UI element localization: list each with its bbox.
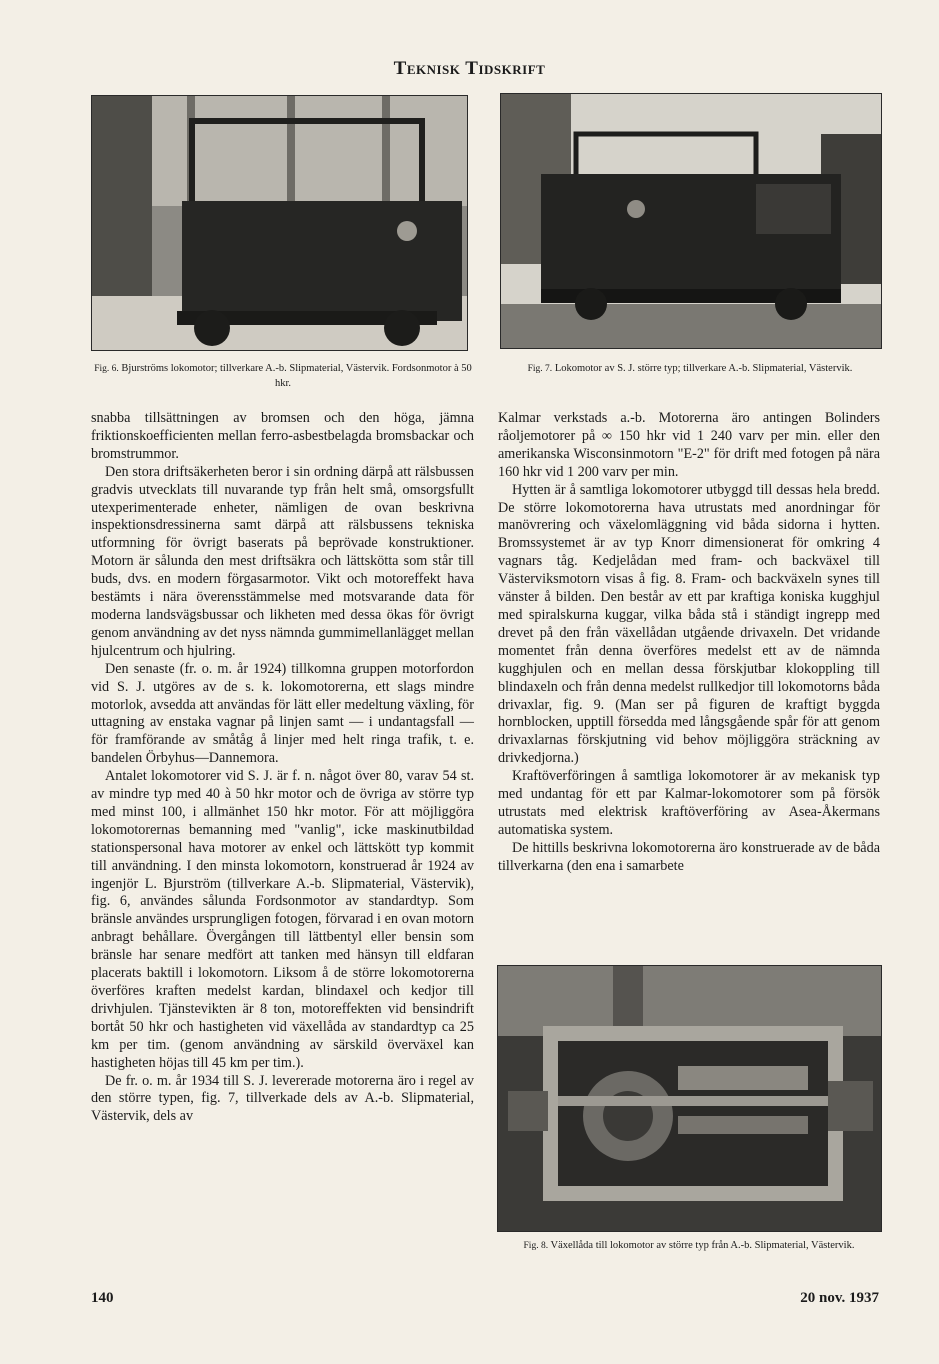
right-paragraph: Hytten är å samtliga lokomotorer utbyggd till dessas hela bredd. De större lokomotorerna hava utrustats med anordningar för manövrering och växelomläggning vid båda sidorna i hytten. Bromssystemet är av typ Knorr dimensionerat för omkring 4 vagnars tåg. Kedjelådan med fram- och backväxel till Västerviksmotorn visas å fig. 8. Fram- och backväxeln synes till vänster å bilden. Den består av ett par kraftiga koniska kugghjul med spiralskurna kuggar, vilka båda stå i ständigt ingrepp med drevet på den från växellådan utgående drivaxeln. Det vridande momentet från denna överföres medelst ett av de nämnda kugghjulen och en mellan dessa förskjutbar klokoppling till blindaxeln och från denna medelst rullkedjor till lokomotorns båda drivaxlar, fig. 9. (Man ser på figuren de kraftigt byggda hornblocken, upptill försedda med långsgående spår för att genom drivaxlarnas förskjutning vid behov möjliggöra sträckning av drivkedjorna.) (498, 481, 880, 767)
left-paragraph: Antalet lokomotorer vid S. J. är f. n. något över 80, varav 54 st. av mindre typ med 40 à 50 hkr motor och de övriga av större typ med minst 100, i allmänhet 150 hkr motor. För att möjliggöra lokomotorernas bemanning med "vanlig", icke maskinutbildad stationspersonal hava motorer av enkel och lättskött typ kommit till användning. I den minsta lokomotorn, konstruerad år 1924 av ingenjör L. Bjurström (tillverkare A.-b. Slipmaterial, Västervik), fig. 6, användes sålunda Fordsonmotor av standardtyp. Som bränsle användes ursprungligen fotogen, förvarad i en ovan motorn anbragt behållare. Övergången till lättbentyl eller bensin som bränsle har senare medfört att tanken med hänsyn till eldfaran placerats baktill i lokomotorn. Liksom å de större lokomotorerna överföres kraften medelst kardan, blindaxel och kedjor till drivhjulen. Tjänstevikten är 8 ton, motoreffekten vid bensindrift bortåt 50 hkr och hastigheten vid växellåda av standardtyp ca 25 km per tim. (genom användning av särskild överväxel kan hastigheten höjas till 45 km per tim.). (91, 768, 474, 1071)
left-paragraph: De fr. o. m. år 1934 till S. J. levererade motorerna äro i regel av den större typen, fig. 7, tillverkade dels av A.-b. Slipmaterial, Västervik, dels av (91, 1072, 474, 1125)
figure-7-caption-text: Lokomotor av S. J. större typ; tillverkare A.-b. Slipmaterial, Västervik. (554, 363, 853, 374)
issue-date: 20 nov. 1937 (800, 1290, 879, 1306)
figure-6-label: Fig. 6. (94, 364, 119, 374)
figure-8-caption (497, 1239, 881, 1254)
figure-8-label: Fig. 8. (523, 1241, 549, 1251)
right-paragraph: De hittills beskrivna lokomotorerna äro konstruerade av de båda tillverkarna (den ena i samarbete (498, 839, 880, 874)
left-paragraph: snabba tillsättningen av bromsen och den höga, jämna friktionskoefficienten mellan ferro-asbestbelagda bromsbackar och bromstrummor. (91, 410, 474, 462)
figure-7-photo (500, 93, 882, 349)
figure-8-caption-text: Växellåda till lokomotor av större typ från A.-b. Slipmaterial, Västervik. (550, 1240, 855, 1251)
right-paragraph: Kraftöverföringen å samtliga lokomotorer är av mekanisk typ med undantag för ett par Kalmar-lokomotorer som på försök utrustats med elektrisk kraftöverföring av Asea-Åkermans automatiska system. (498, 768, 880, 838)
figure-6-photo (91, 95, 468, 351)
figure-6-caption-text: Bjurströms lokomotor; tillverkare A.-b. Slipmaterial, Västervik. Fordsonmotor à 50 hkr. (121, 363, 472, 389)
left-paragraph: Den stora driftsäkerheten beror i sin ordning därpå att rälsbussen gradvis utvecklats till nuvarande typ från helt små, omsorgsfullt utexperimenterade enheter, nämligen de ovan beskrivna inspektionsdressinerna samt därpå att rälsbussens tekniska utformning för övrigt baserats på beprövade konstruktioner. Motorn är sålunda den mest driftsäkra och lättskötta som står till buds, dvs. en modern förgasarmotor. Vikt och motoreffekt hava bestämts i nära överensstämmelse med motsvarande data för moderna landsvägsbussar och likheten med dessa ökas för övrigt genom användning av det nyss nämnda gummimellanlägget mellan hjulcentrum och hjulring. (91, 463, 474, 659)
right-paragraph: Kalmar verkstads a.-b. Motorerna äro antingen Bolinders råoljemotorer på ∞ 150 hkr vid 1 240 varv per min. eller den amerikanska Wisconsinmotorn "E-2" för drift med fotogen på nära 160 hkr vid 1 200 varv per min. (498, 410, 880, 480)
figure-8-photo (497, 965, 882, 1232)
figure-7-caption (498, 362, 882, 377)
right-text-column (498, 410, 880, 876)
journal-title: Teknisk Tidskrift (393, 58, 546, 79)
figure-7-label: Fig. 7. (527, 364, 553, 374)
left-text-column (91, 410, 474, 1126)
page-number: 140 (91, 1290, 114, 1306)
left-paragraph: Den senaste (fr. o. m. år 1924) tillkomna gruppen motorfordon vid S. J. utgöres av de s. k. lokomotorerna, ett slags mindre motorlok, avsedda att användas för lätt eller medeltung växling, för uttagning av enstaka vagnar på linjen samt — i undantagsfall — för framförande av småtåg å linjer med helt ringa trafik, t. e. bandelen Örbyhus—Dannemora. (91, 660, 474, 767)
figure-6-caption (91, 362, 475, 390)
